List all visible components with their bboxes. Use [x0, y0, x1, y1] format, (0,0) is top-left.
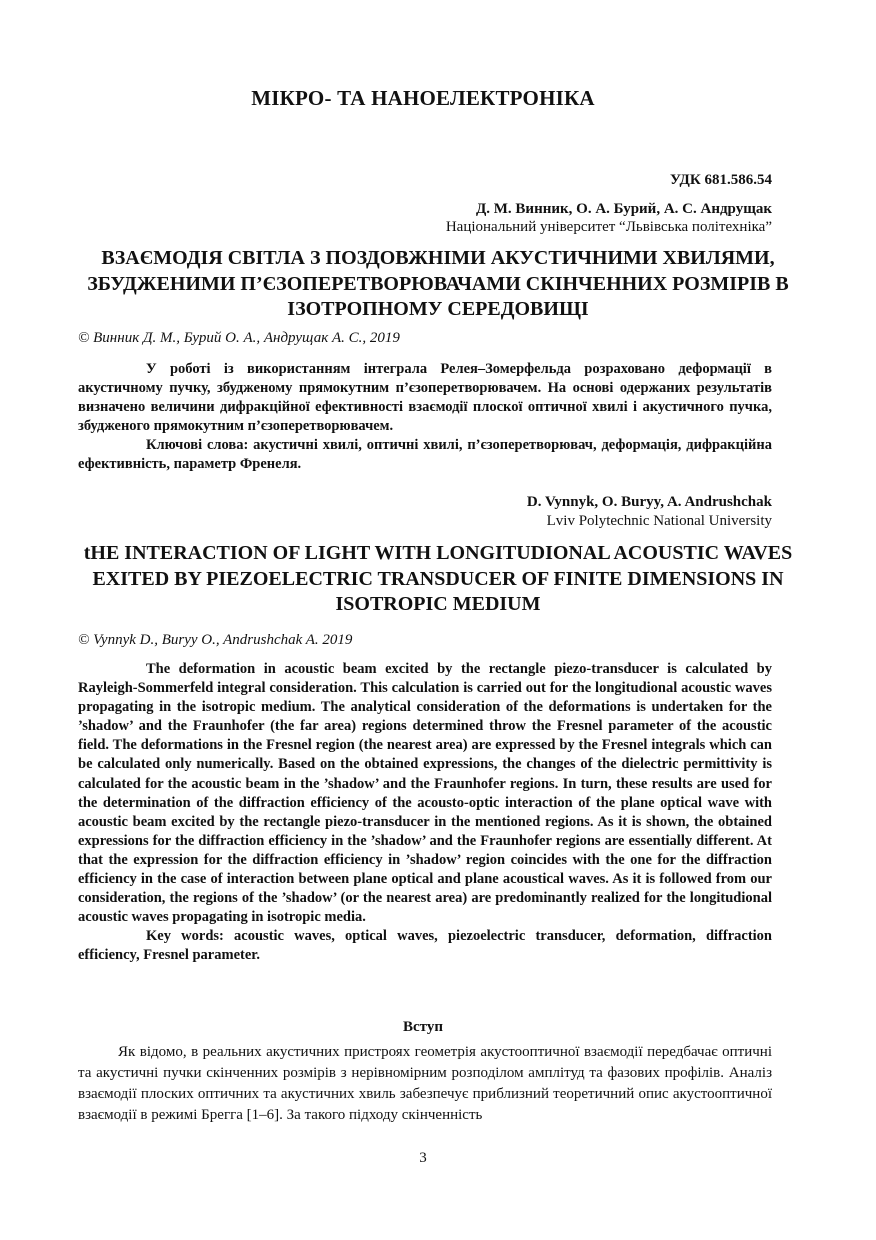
copyright-en: © Vynnyk D., Buryy O., Andrushchak A. 2019	[78, 632, 353, 648]
udc-code: УДК 681.586.54	[670, 172, 772, 188]
page-number: 3	[419, 1150, 427, 1166]
section-heading: МІКРО- ТА НАНОЕЛЕКТРОНІКА	[251, 86, 595, 110]
title-ua: ВЗАЄМОДІЯ СВІТЛА З ПОЗДОВЖНІМИ АКУСТИЧНИМИ ХВИЛЯМИ, ЗБУДЖЕНИМИ П’ЄЗОПЕРЕТВОРЮВАЧАМИ СКІНЧЕННИХ РОЗМІРІВ В ІЗОТРОПНОМУ СЕРЕДОВИЩІ	[87, 247, 789, 320]
intro-heading: Вступ	[403, 1019, 443, 1035]
keywords-ua: Ключові слова: акустичні хвилі, оптичні хвилі, п’єзоперетворювач, деформація, дифракційна ефективність, параметр Френеля.	[78, 437, 772, 472]
title-en: tHE INTERACTION OF LIGHT WITH LONGITUDIONAL ACOUSTIC WAVES EXITED BY PIEZOELECTRIC TRANSDUCER OF FINITE DIMENSIONS IN ISOTROPIC MEDIUM	[83, 542, 793, 615]
copyright-ua: © Винник Д. М., Бурий О. А., Андрущак А. С., 2019	[78, 330, 400, 346]
abstract-ua	[78, 360, 772, 474]
abstract-en	[78, 660, 772, 966]
affiliation-ua: Національний університет “Львівська політехніка”	[445, 219, 772, 235]
abstract-ua-text: У роботі із використанням інтеграла Релея–Зомерфельда розраховано деформації в акустичному пучку, збудженому прямокутним п’єзоперетворювачем. На основі одержаних результатів визначено величини дифракційної ефективності взаємодії плоскої оптичної хвилі і акустичного пучка, збудженого прямокутним п’єзоперетворювачем.	[78, 361, 772, 434]
keywords-en: Key words: acoustic waves, optical waves, piezoelectric transducer, deformation, diffraction efficiency, Fresnel parameter.	[78, 928, 772, 964]
authors-en: D. Vynnyk, O. Buryy, A. Andrushchak	[526, 494, 772, 510]
abstract-en-text: The deformation in acoustic beam excited by the rectangle piezo-transducer is calculated by Rayleigh-Sommerfeld integral consideration. This calculation is carried out for the longitudional acoustic waves propagating in the isotropic medium. The analytical consideration of the deformations is undertaken for the ’shadow’ and the Fraunhofer (the far area) regions determined throw the Fresnel parameter of the acoustic field. The deformations in the Fresnel region (the nearest area) are expressed by the Fresnel integrals which can be calculated only numerically. Based on the obtained expressions, the changes of the dielectric permittivity is calculated for the acoustic beam in the ’shadow’ and the Fraunhofer regions. In turn, these results are used for the determination of the diffraction efficiency of the acousto-optic interaction of the plane optical wave with acoustic beam excited by the rectangle piezo-transducer in the mentioned regions. As it is shown, the obtained expressions for the diffraction efficiency in the ’shadow’ and the Fraunhofer regions are essentially different. At that the expression for the diffraction efficiency in ’shadow’ region coincides with the one for the diffraction efficiency in the case of interaction between plane optical and plane acoustical waves. As it is followed from our consideration, the regions of the ’shadow’ (or the nearest area) are predominantly realized for the longitudional acoustic waves propagating in isotropic media.	[78, 661, 772, 926]
authors-ua: Д. М. Винник, О. А. Бурий, А. С. Андрущак	[475, 201, 772, 217]
intro-paragraph: Як відомо, в реальних акустичних пристроях геометрія акустооптичної взаємодії передбачає оптичні та акустичні пучки скінченних розмірів з нерівномірним розподілом амплітуд та фазових профілів. Аналіз взаємодії плоских оптичних та акустичних хвиль забезпечує приблизний теоретичний опис акустооптичної взаємодії в режимі Брегга [1–6]. За такого підходу скінченність	[78, 1044, 772, 1123]
affiliation-en: Lviv Polytechnic National University	[546, 513, 772, 529]
